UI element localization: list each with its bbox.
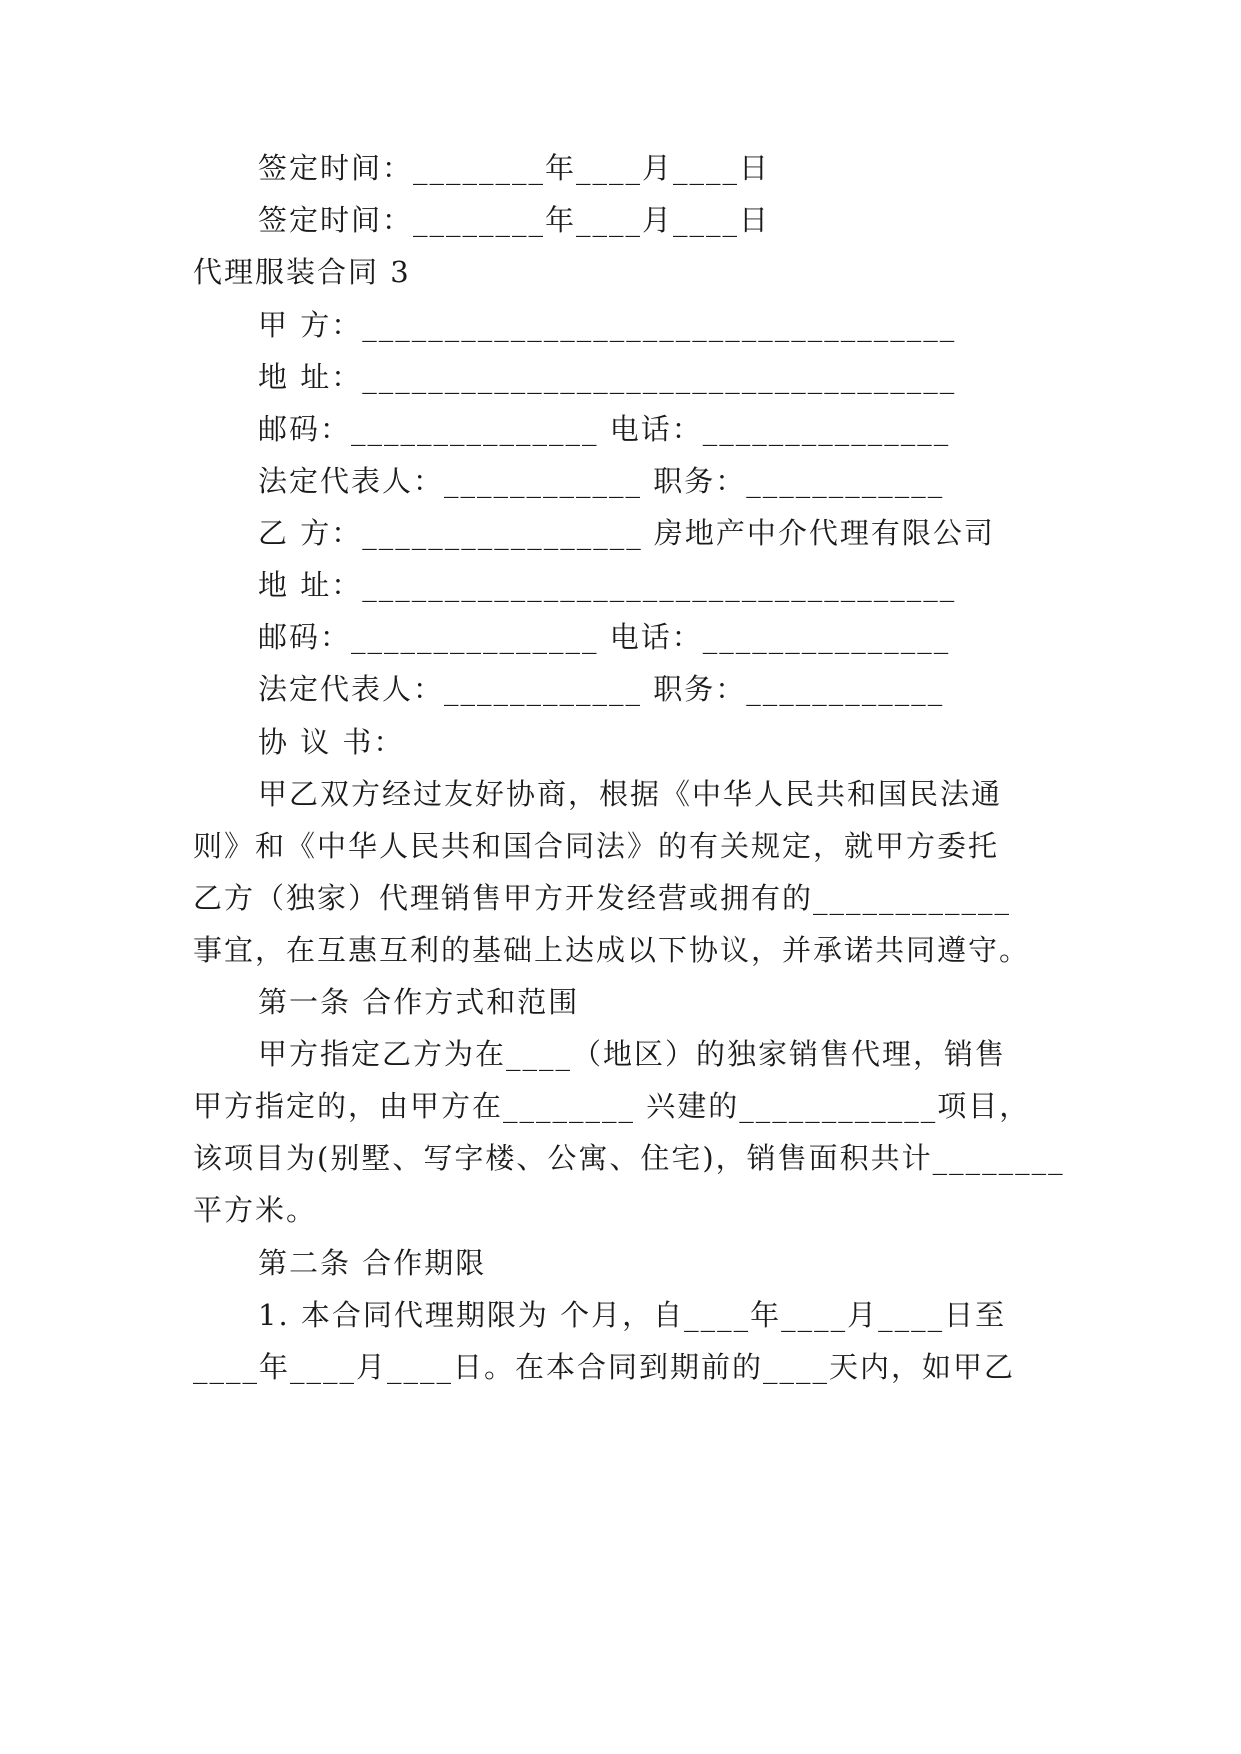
paragraph-line: 事宜，在互惠互利的基础上达成以下协议，并承诺共同遵守。	[193, 933, 1031, 967]
party-a-representative: 法定代表人：____________ 职务：____________	[258, 464, 945, 498]
paragraph-line: 该项目为(别墅、写字楼、公寓、住宅)，销售面积共计________	[193, 1141, 1065, 1175]
paragraph-line: 则》和《中华人民共和国合同法》的有关规定，就甲方委托	[193, 829, 1000, 863]
party-b-line: 乙 方：_________________ 房地产中介代理有限公司	[258, 516, 995, 550]
paragraph-line: 平方米。	[193, 1193, 318, 1227]
party-b-representative: 法定代表人：____________ 职务：____________	[258, 672, 945, 706]
paragraph-line: 甲方指定的，由甲方在________ 兴建的____________项目，	[193, 1089, 1031, 1123]
sign-date-2: 签定时间：________年____月____日	[258, 203, 771, 237]
party-b-zip-phone: 邮码：_______________ 电话：_______________	[258, 620, 951, 654]
paragraph-line: 乙方（独家）代理销售甲方开发经营或拥有的____________	[193, 881, 1012, 915]
article-2-heading: 第二条 合作期限	[258, 1246, 487, 1280]
paragraph-line: 1. 本合同代理期限为 个月，自____年____月____日至	[258, 1298, 1007, 1332]
party-b-address: 地 址：____________________________________	[258, 568, 957, 602]
party-a-line: 甲 方：____________________________________	[258, 308, 957, 342]
article-1-heading: 第一条 合作方式和范围	[258, 985, 580, 1019]
paragraph-line: ____年____月____日。在本合同到期前的____天内，如甲乙	[193, 1350, 1016, 1384]
contract-title: 代理服装合同 3	[193, 255, 411, 289]
party-a-address: 地 址：____________________________________	[258, 360, 957, 394]
sign-date-1: 签定时间：________年____月____日	[258, 151, 771, 185]
party-a-zip-phone: 邮码：_______________ 电话：_______________	[258, 412, 951, 446]
paragraph-line: 甲乙双方经过友好协商，根据《中华人民共和国民法通	[258, 777, 1003, 811]
paragraph-line: 甲方指定乙方为在____（地区）的独家销售代理，销售	[258, 1037, 1007, 1071]
agreement-heading: 协 议 书：	[258, 725, 405, 759]
